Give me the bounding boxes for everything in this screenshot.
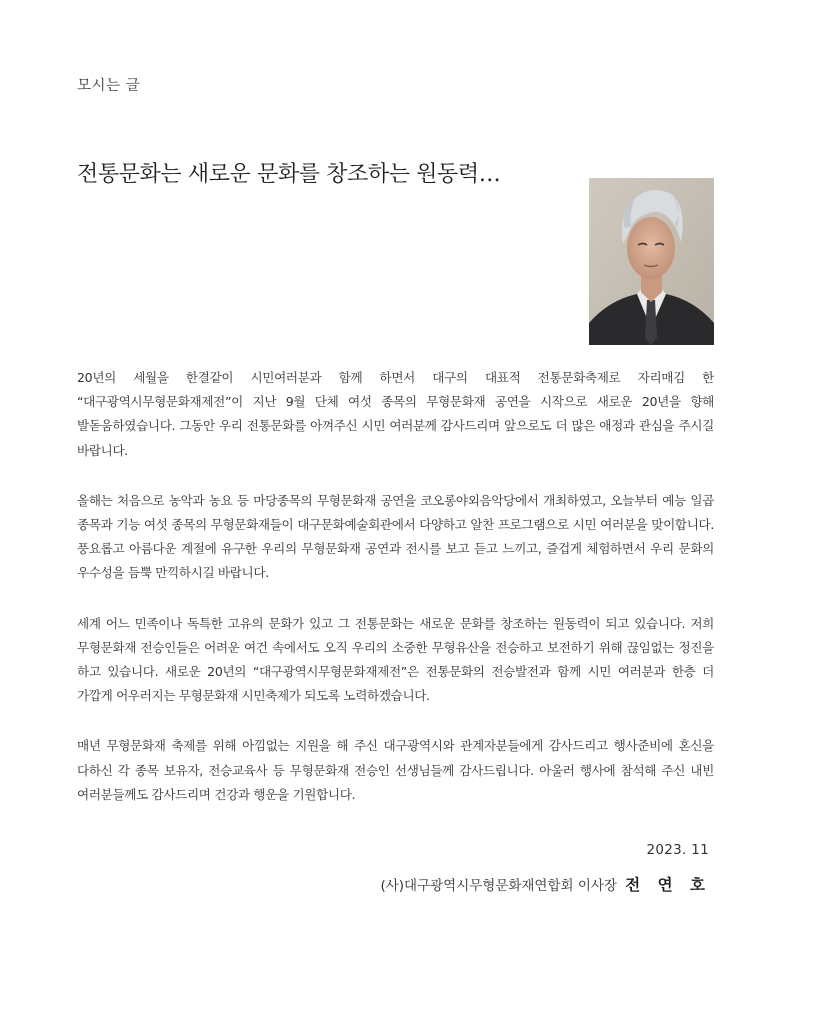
signature-name: 전 연 호 xyxy=(625,876,711,894)
page-headline: 전통문화는 새로운 문화를 창조하는 원동력… xyxy=(77,162,501,187)
person-photo-icon xyxy=(589,178,714,345)
signature xyxy=(380,873,711,895)
portrait-photo xyxy=(589,178,714,345)
section-label: 모시는 글 xyxy=(77,78,141,94)
date: 2023. 11 xyxy=(646,842,709,858)
paragraph: 20년의 세월을 한결같이 시민여러분과 함께 하면서 대구의 대표적 전통문화축제로 자리매김 한 “대구광역시무형문화재제전”이 지난 9월 단체 여섯 종목의 무형문화재 공연을 시작으로 새로운 20년을 향해 발돋움하였습니다. 그동안 우리 전통문화를 아껴주신 시민 여러분께 감사드리며 앞으로도 더 많은 애정과 관심을 주시길 바랍니다. xyxy=(77,370,714,458)
letter-body xyxy=(77,366,714,833)
paragraph: 올해는 처음으로 농악과 농요 등 마당종목의 무형문화재 공연을 코오롱야외음악당에서 개최하였고, 오늘부터 예능 일곱 종목과 기능 여섯 종목의 무형문화재들이 대구문화예술회관에서 다양하고 알찬 프로그램으로 시민 여러분을 맞이합니다. 풍요롭고 아름다운 계절에 유구한 우리의 무형문화재 공연과 전시를 보고 듣고 느끼고, 즐겁게 체험하면서 우리 문화의 우수성을 듬뿍 만끽하시길 바랍니다. xyxy=(77,492,714,581)
paragraph: 매년 무형문화재 축제를 위해 아낌없는 지원을 해 주신 대구광역시와 관계자분들에게 감사드리고 행사준비에 혼신을 다하신 각 종목 보유자, 전승교육사 등 무형문화재 전승인 선생님들께 감사드립니다. 아울러 행사에 참석해 주신 내빈 여러분들께도 감사드리며 건강과 행운을 기원합니다. xyxy=(77,738,714,802)
paragraph: 세계 어느 민족이나 독특한 고유의 문화가 있고 그 전통문화는 새로운 문화를 창조하는 원동력이 되고 있습니다. 저희 무형문화재 전승인들은 어려운 여건 속에서도 오직 우리의 소중한 무형유산을 전승하고 보전하기 위해 끊임없는 정진을 하고 있습니다. 새로운 20년의 “대구광역시무형문화재제전”은 전통문화의 전승발전과 함께 시민 여러분과 한층 더 가깝게 어우러지는 무형문화재 시민축제가 되도록 노력하겠습니다. xyxy=(77,615,714,704)
signature-organization: (사)대구광역시무형문화재연합회 이사장 xyxy=(380,878,617,894)
